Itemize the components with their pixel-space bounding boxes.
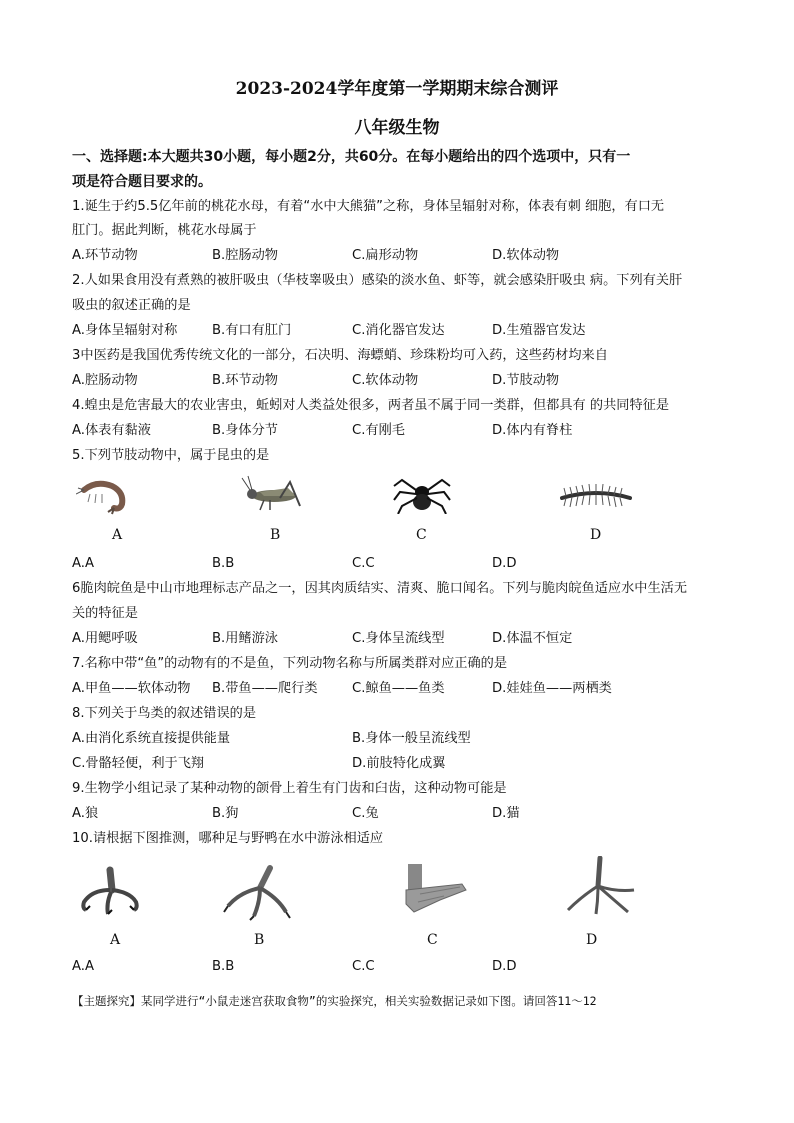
shrimp-image [76,476,136,516]
q1-option-b: B.腔肠动物 [212,248,278,263]
question-2-text-cont: 吸虫的叙述正确的是 [72,298,191,313]
q3-option-d: D.节肢动物 [492,373,560,388]
spider-image [392,474,452,514]
webbed-foot-image [400,860,470,922]
q9-option-d: D.猫 [492,806,520,821]
q1-option-d: D.软体动物 [492,248,560,263]
question-2-text: 2.人如果食用没有煮熟的被肝吸虫（华枝睾吸虫）感染的淡水鱼、虾等，就会感染肝吸虫 病。下列有关肝 [72,273,683,288]
exam-title: 2023-2024学年度第一学期期末综合测评 [235,79,559,99]
q7-option-c: C.鲸鱼——鱼类 [352,681,445,696]
q2-option-c: C.消化器官发达 [352,323,445,338]
q5-option-d: D.D [492,556,517,571]
q8-option-d: D.前肢特化成翼 [352,756,446,771]
exam-subject: 八年级生物 [354,118,440,138]
section-heading-line2: 项是符合题目要求的。 [72,174,212,190]
q5-image-label-a: A [112,527,123,543]
raptor-foot-image [76,866,144,922]
question-10-text: 10.请根据下图推测，哪种足与野鸭在水中游泳相适应 [72,831,384,846]
question-1-text-cont: 肛门。据此判断，桃花水母属于 [72,223,257,238]
question-7-text: 7.名称中带“鱼”的动物有的不是鱼，下列动物名称与所属类群对应正确的是 [72,656,508,671]
q10-image-label-d: D [586,932,598,948]
wading-foot-image [562,856,638,918]
q2-option-a: A.身体呈辐射对称 [72,323,178,338]
theme-inquiry-text: 【主题探究】某同学进行“小鼠走迷宫获取食物”的实验探究，相关实验数据记录如下图。请回答11～12 [72,994,597,1008]
q4-option-c: C.有刚毛 [352,423,405,438]
q3-option-a: A.腔肠动物 [72,373,138,388]
q1-option-c: C.扁形动物 [352,248,419,263]
question-8-text: 8.下列关于鸟类的叙述错误的是 [72,706,257,721]
q5-option-b: B.B [212,556,235,571]
q9-option-c: C.兔 [352,806,379,821]
q4-option-b: B.身体分节 [212,423,278,438]
chicken-foot-image [220,862,296,922]
q7-option-d: D.娃娃鱼——两栖类 [492,681,612,696]
q8-option-c: C.骨骼轻便，利于飞翔 [72,756,205,771]
q5-image-label-c: C [416,527,427,543]
question-1-text: 1.诞生于约5.5亿年前的桃花水母，有着“水中大熊猫”之称，身体呈辐射对称，体表有刺 细胞，有口无 [72,199,665,214]
q4-option-a: A.体表有黏液 [72,423,151,438]
question-5-text: 5.下列节肢动物中，属于昆虫的是 [72,448,270,463]
q10-option-c: C.C [352,959,375,974]
q10-image-label-c: C [427,932,438,948]
q6-option-d: D.体温不恒定 [492,631,573,646]
q3-option-c: C.软体动物 [352,373,419,388]
q5-image-label-d: D [590,527,602,543]
q2-option-b: B.有口有肛门 [212,323,292,338]
q8-option-b: B.身体一般呈流线型 [352,731,471,746]
question-6-text: 6脆肉皖鱼是中山市地理标志产品之一，因其肉质结实、清爽、脆口闻名。下列与脆肉皖鱼适应水中生活无 [72,581,688,596]
q10-image-label-b: B [254,932,265,948]
q1-option-a: A.环节动物 [72,248,138,263]
q7-option-b: B.带鱼——爬行类 [212,681,318,696]
question-6-text-cont: 关的特征是 [72,606,138,621]
q10-option-b: B.B [212,959,235,974]
q6-option-b: B.用鳍游泳 [212,631,278,646]
q7-option-a: A.甲鱼——软体动物 [72,681,191,696]
centipede-image [556,478,636,514]
q9-option-a: A.狼 [72,806,99,821]
grasshopper-image [240,474,306,514]
q5-option-c: C.C [352,556,375,571]
q6-option-a: A.用鳃呼吸 [72,631,138,646]
q6-option-c: C.身体呈流线型 [352,631,445,646]
q10-option-d: D.D [492,959,517,974]
q10-option-a: A.A [72,959,95,974]
section-heading-line1: 一、选择题:本大题共30小题，每小题2分，共60分。在每小题给出的四个选项中，只有一 [72,149,631,165]
question-4-text: 4.蝗虫是危害最大的农业害虫，蚯蚓对人类益处很多，两者虽不属于同一类群，但都具有 的共同特征是 [72,398,670,413]
q4-option-d: D.体内有脊柱 [492,423,573,438]
question-9-text: 9.生物学小组记录了某种动物的颌骨上着生有门齿和臼齿，这种动物可能是 [72,781,507,796]
q8-option-a: A.由消化系统直接提供能量 [72,731,231,746]
q3-option-b: B.环节动物 [212,373,278,388]
q9-option-b: B.狗 [212,806,239,821]
question-3-text: 3中医药是我国优秀传统文化的一部分，石决明、海螵蛸、珍珠粉均可入药，这些药材均来自 [72,348,608,363]
q5-image-label-b: B [270,527,281,543]
q2-option-d: D.生殖器官发达 [492,323,586,338]
q5-option-a: A.A [72,556,95,571]
q10-image-label-a: A [110,932,121,948]
